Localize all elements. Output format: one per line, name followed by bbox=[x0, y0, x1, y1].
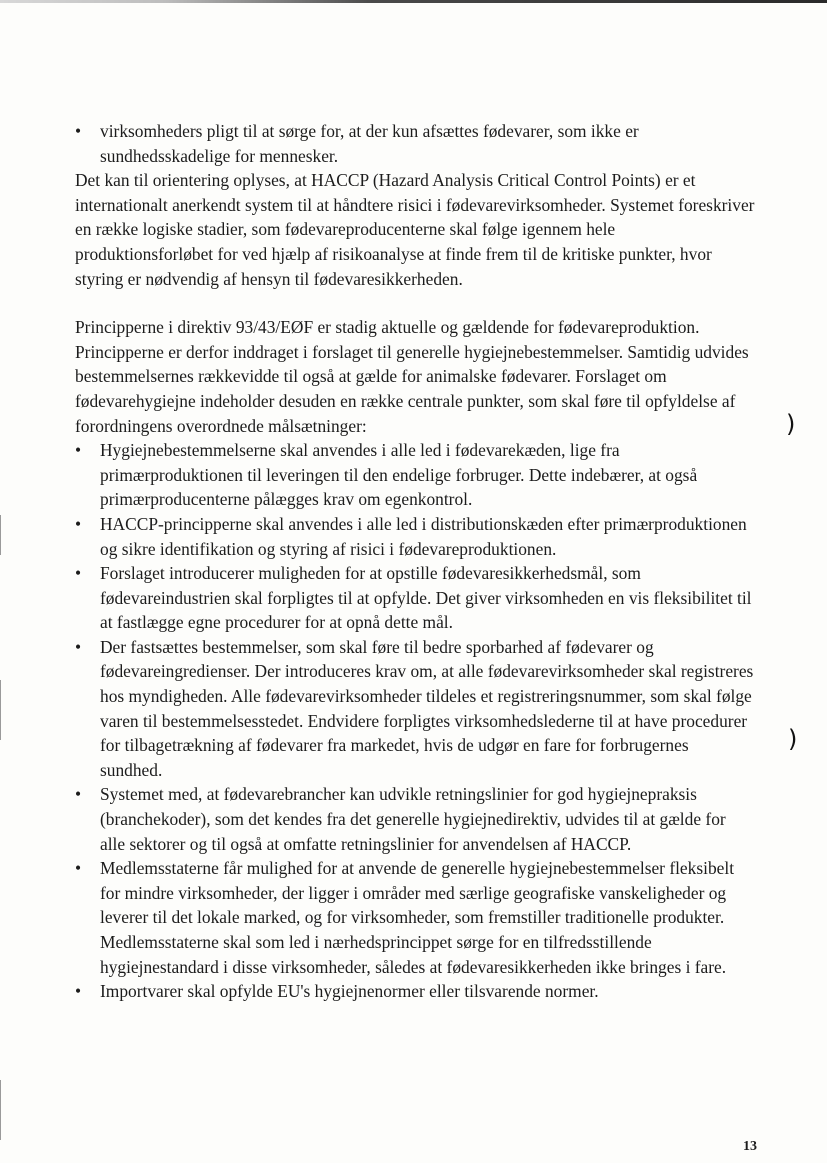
paragraph-principles: Principperne i direktiv 93/43/EØF er stadig aktuelle og gældende for fødevareproduktion. Principperne er derfor inddraget i forslaget til generelle hygiejnebestemmelser. Samtidig udvides bestemmelsernes rækkevidde til også at gælde for animalske fødevarer. Forslaget om fødevarehygiejne indeholder desuden en række centrale punkter, som skal føre til opfyldelse af forordningens overordnede målsætninger: bbox=[75, 317, 749, 436]
scan-mark bbox=[0, 1080, 1, 1140]
list-item-text: HACCP-principperne skal anvendes i alle led i distributionskæden efter primærproduktionen og sikre identifikation og styring af risici i fødevareproduktionen. bbox=[100, 513, 747, 559]
list-item bbox=[75, 561, 755, 635]
list-item bbox=[75, 979, 755, 1004]
bullet-glyph: • bbox=[75, 513, 82, 534]
bullet-glyph: • bbox=[75, 858, 82, 879]
bullet-glyph: • bbox=[75, 440, 82, 461]
bullet-glyph: • bbox=[75, 784, 82, 805]
list-item-text: Importvarer skal opfylde EU's hygiejnenormer eller tilsvarende normer. bbox=[100, 981, 599, 1002]
bullet-glyph: • bbox=[75, 981, 82, 1002]
list-item bbox=[75, 438, 755, 512]
bullet-glyph: • bbox=[75, 563, 82, 584]
scan-mark bbox=[0, 515, 1, 555]
list-item-text: Der fastsættes bestemmelser, som skal føre til bedre sporbarhed af fødevarer og fødevareingredienser. Der introduceres krav om, at alle fødevarevirksomheder skal registreres hos myndigheden. Alle fødevarevirksomheder tildeles et registreringsnummer, som skal følge varen til bestemmelsesstedet. Endvidere forpligtes virksomhedslederne til at have procedurer for tilbagetrækning af fødevarer fra markedet, hvis de udgør en fare for forbrugernes sundhed. bbox=[100, 636, 754, 780]
scan-mark bbox=[0, 680, 1, 740]
intro-list bbox=[75, 119, 755, 168]
page-body bbox=[75, 119, 755, 1004]
list-item-text: Forslaget introducerer muligheden for at opstille fødevaresikkerhedsmål, som fødevareindustrien skal forpligtes til at opfylde. Det giver virksomheden en vis fleksibilitet til at fastlægge egne procedurer for at opnå dette mål. bbox=[100, 563, 752, 633]
key-points-list bbox=[75, 438, 755, 1004]
list-item bbox=[75, 512, 755, 561]
list-item bbox=[75, 119, 755, 168]
list-item bbox=[75, 635, 755, 783]
page-number: 13 bbox=[743, 1139, 757, 1154]
list-item bbox=[75, 856, 755, 979]
list-item-text: Systemet med, at fødevarebrancher kan udvikle retningslinier for god hygiejnepraksis (branchekoder), som det kendes fra det generelle hygiejnedirektiv, udvides til at gælde for alle sektorer og til også at omfatte retningslinier for anvendelsen af HACCP. bbox=[100, 784, 726, 854]
bullet-glyph: • bbox=[75, 636, 82, 657]
punch-hole-mark: ) bbox=[786, 410, 796, 438]
list-item-text: virksomheders pligt til at sørge for, at der kun afsættes fødevarer, som ikke er sundhedsskadelige for mennesker. bbox=[100, 121, 639, 166]
list-item-text: Hygiejnebestemmelserne skal anvendes i alle led i fødevarekæden, lige fra primærproduktionen til leveringen til den endelige forbruger. Dette indebærer, at også primærproducenterne pålægges krav om egenkontrol. bbox=[100, 440, 698, 510]
punch-hole-mark: ) bbox=[788, 725, 798, 753]
bullet-glyph: • bbox=[75, 121, 82, 141]
top-rule bbox=[0, 0, 827, 3]
list-item bbox=[75, 782, 755, 856]
paragraph-haccp: Det kan til orientering oplyses, at HACCP (Hazard Analysis Critical Control Points) er et internationalt anerkendt system til at håndtere risici i fødevarevirksomheder. Systemet foreskriver en række logiske stadier, som fødevareproducenterne skal følge igennem hele produktionsforløbet for ved hjælp af risikoanalyse at finde frem til de kritiske punkter, hvor styring er nødvendig af hensyn til fødevaresikkerheden. bbox=[75, 170, 755, 289]
list-item-text: Medlemsstaterne får mulighed for at anvende de generelle hygiejnebestemmelser fleksibelt for mindre virksomheder, der ligger i områder med særlige geografiske vanskeligheder og leverer til det lokale marked, og for virksomheder, som fremstiller traditionelle produkter. Medlemsstaterne skal som led i nærhedsprincippet sørge for en tilfredsstillende hygiejnestandard i disse virksomheder, således at fødevaresikkerheden ikke bringes i fare. bbox=[100, 858, 735, 977]
